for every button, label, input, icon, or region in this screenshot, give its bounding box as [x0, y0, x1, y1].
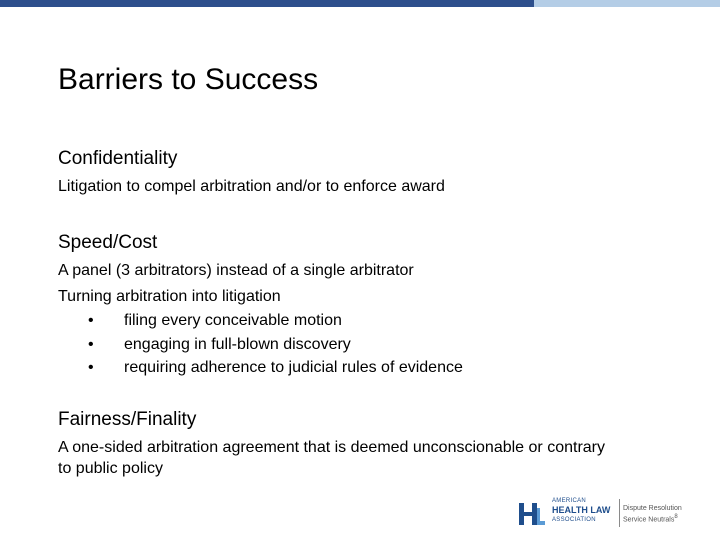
- bullet-text: engaging in full-blown discovery: [124, 336, 351, 353]
- drs-wordmark: [623, 504, 682, 524]
- drs-line-2: Service Neutrals$^8$: [623, 514, 678, 524]
- section-heading-speed-cost: Speed/Cost: [58, 232, 158, 253]
- bullet-text: filing every conceivable motion: [124, 312, 342, 329]
- logo-divider: [619, 499, 620, 527]
- bullet-marker: •: [88, 312, 94, 329]
- bullet-marker: •: [88, 359, 94, 376]
- slide-title: Barriers to Success: [58, 63, 319, 96]
- org-line-3: ASSOCIATION: [552, 517, 596, 523]
- section-line: Litigation to compel arbitration and/or to enforce award: [58, 178, 445, 195]
- aha-wordmark: [552, 498, 610, 523]
- section-heading-fairness-finality: Fairness/Finality: [58, 409, 197, 430]
- section-line: A one-sided arbitration agreement that is deemed unconscionable or contrary to public policy: [58, 439, 605, 477]
- top-accent-bar-light: [534, 0, 720, 7]
- page-number: 8: [674, 514, 678, 520]
- org-line-1: AMERICAN: [552, 498, 587, 504]
- top-accent-bar: [0, 0, 720, 7]
- bullet-marker: •: [88, 336, 94, 353]
- drs-line-1: Dispute Resolution: [623, 505, 682, 512]
- hl-logo-icon: [517, 498, 547, 528]
- org-line-2: HEALTH LAW: [552, 505, 611, 515]
- section-heading-confidentiality: Confidentiality: [58, 148, 178, 169]
- bullet-text: requiring adherence to judicial rules of evidence: [124, 359, 463, 376]
- aha-logo: [517, 496, 692, 530]
- section-line: A panel (3 arbitrators) instead of a single arbitrator: [58, 262, 414, 279]
- top-accent-bar-dark: [0, 0, 534, 7]
- section-line: Turning arbitration into litigation: [58, 288, 281, 305]
